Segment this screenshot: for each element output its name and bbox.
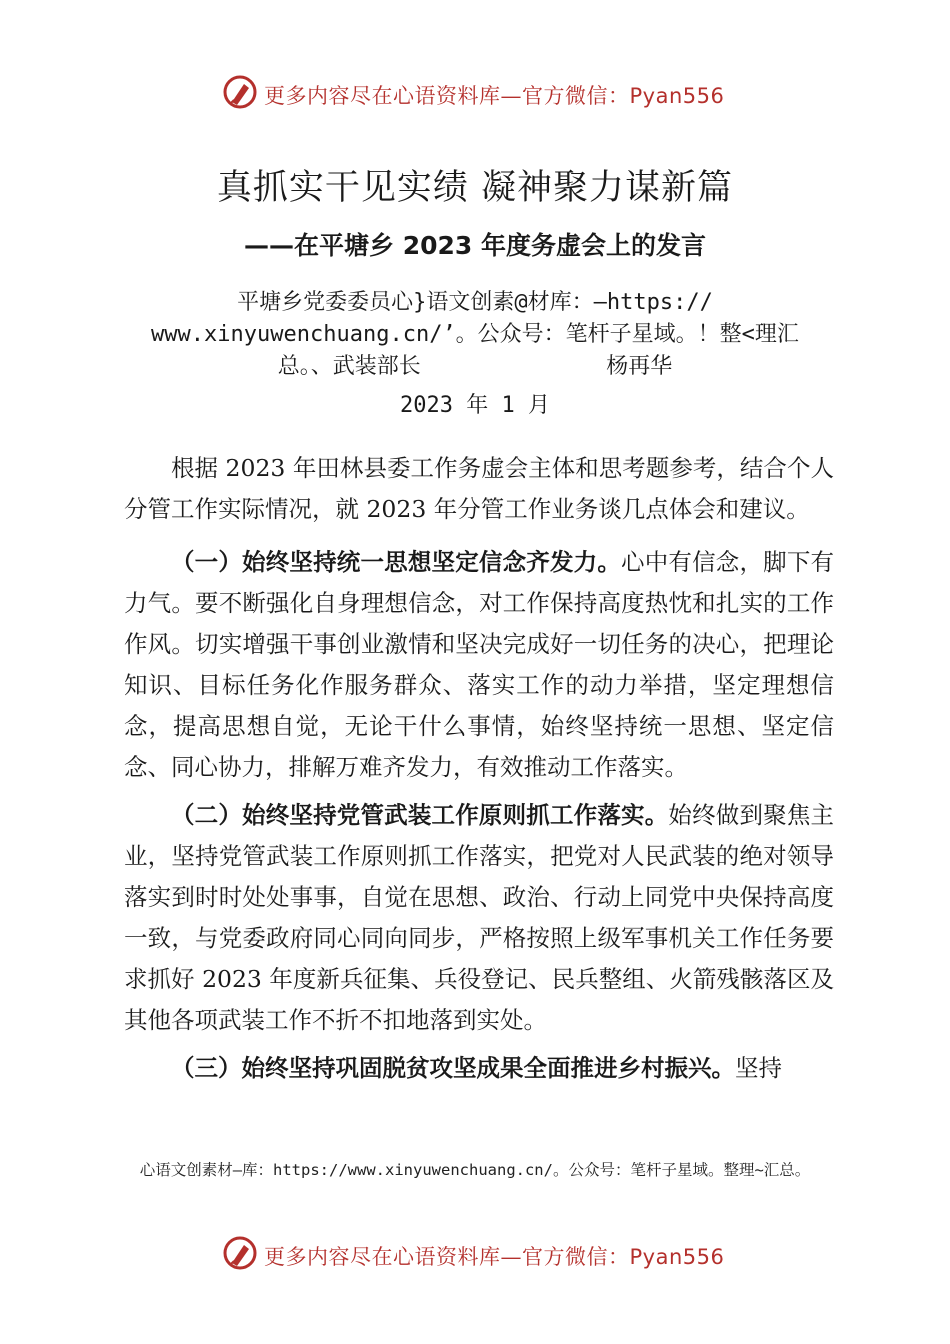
section-text: 始终做到聚焦主业，坚持党管武装工作原则抓工作落实，把党对人民武装的绝对领导落实到时时处处事事，自觉在思想、政治、行动上同党中央保持高度一致，与党委政府同心同向同步，严格按照上级军事机关工作任务要求抓好 2023 年度新兵征集、兵役登记、民兵整组、火箭残骸落区及其他各项武装工作不折不扣地落到实处。 <box>124 801 835 1034</box>
section-text: 坚持 <box>735 1054 782 1082</box>
banner-text: 更多内容尽在心语资料库—官方微信：Pyan556 <box>264 1245 725 1269</box>
section-heading: （一）始终坚持统一思想坚定信念齐发力。 <box>171 548 622 576</box>
paragraph-intro: 根据 2023 年田林县委工作务虚会主体和思考题参考，结合个人分管工作实际情况，就 2023 年分管工作业务谈几点体会和建议。 <box>124 454 834 523</box>
author-line: www.xinyuwenchuang.cn/’。公众号：笔杆子星域。！整<理汇 <box>151 322 799 347</box>
document-date: 2023 年 1 月 <box>400 393 550 418</box>
section-text: 心中有信念，脚下有力气。要不断强化自身理想信念，对工作保持高度热忱和扎实的工作作风。切实增强干事创业激情和坚决完成好一切任务的决心，把理论知识、目标任务化作服务群众、落实工作的动力举措，坚定理想信念，提高思想自觉，无论干什么事情，始终坚持统一思想、坚定信念、同心协力，排解万难齐发力，有效推动工作落实。 <box>124 548 835 781</box>
author-line: 平塘乡党委委员心}语文创素@材库：—https:// <box>237 290 713 315</box>
paragraph-section-1 <box>124 542 834 788</box>
bottom-banner <box>0 1233 950 1273</box>
document-subtitle: ——在平塘乡 2023 年度务虚会上的发言 <box>244 231 706 260</box>
section-heading: （三）始终坚持巩固脱贫攻坚成果全面推进乡村振兴。 <box>171 1054 735 1082</box>
fountain-pen-logo-icon <box>222 1235 258 1271</box>
paragraph-section-3 <box>124 1048 834 1089</box>
author-block <box>110 287 840 383</box>
document-body <box>124 448 834 1096</box>
document-title: 真抓实干见实绩 凝神聚力谋新篇 <box>216 168 734 208</box>
section-heading: （二）始终坚持党管武装工作原则抓工作落实。 <box>171 801 669 829</box>
paragraph-section-2 <box>124 795 834 1041</box>
top-banner <box>0 72 950 112</box>
banner-text: 更多内容尽在心语资料库—官方微信：Pyan556 <box>264 84 725 108</box>
author-line: 总。、武装部长 杨再华 <box>277 354 673 379</box>
fountain-pen-logo-icon <box>222 74 258 110</box>
footer-note: 心语文创素材—库：https://www.xinyuwenchuang.cn/。公众号：笔杆子星域。整理~汇总。 <box>139 1161 811 1179</box>
